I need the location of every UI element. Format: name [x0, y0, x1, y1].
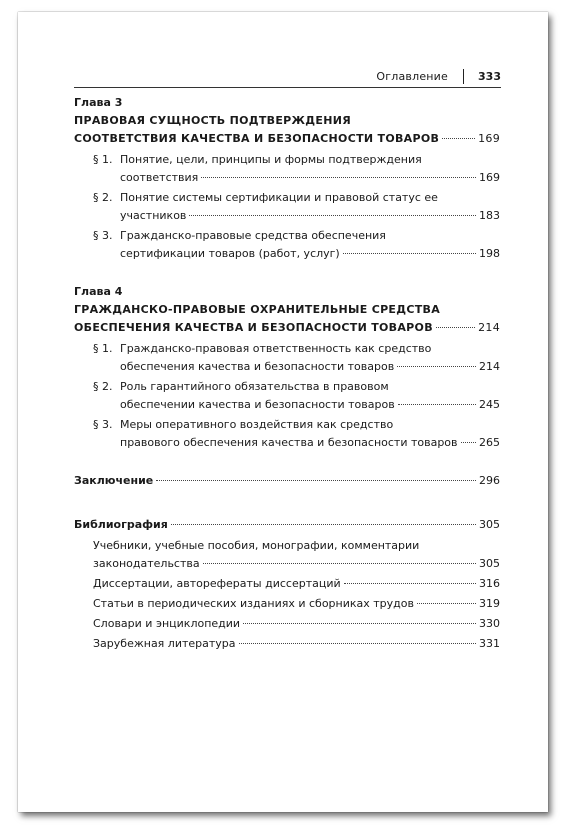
chapter-label: Глава 3 [74, 96, 123, 109]
section-page: 265 [479, 436, 500, 449]
bibliography-item [93, 575, 500, 593]
table-of-contents [74, 94, 500, 655]
section-list [93, 151, 500, 263]
dot-leader [397, 366, 476, 367]
section-title-line: Понятие, цели, принципы и формы подтверждения [120, 153, 422, 166]
toc-section [93, 340, 500, 376]
section-title-line: обеспечения качества и безопасности товаров [120, 360, 395, 373]
section-title-line: Понятие системы сертификации и правовой статус ее [120, 191, 438, 204]
bibliography-item-page: 331 [479, 637, 500, 650]
section-page: 245 [479, 398, 500, 411]
bibliography-item-line: Зарубежная литература [93, 637, 236, 650]
toc-section [93, 227, 500, 263]
dot-leader [156, 480, 476, 481]
section-list [93, 340, 500, 452]
bibliography-item [93, 595, 500, 613]
section-number: § 1. [93, 153, 113, 166]
chapter-title-line: ОБЕСПЕЧЕНИЯ КАЧЕСТВА И БЕЗОПАСНОСТИ ТОВАРОВ [74, 321, 433, 334]
section-page: 169 [479, 171, 500, 184]
dot-leader [344, 583, 476, 584]
chapter-page: 214 [478, 321, 500, 334]
chapter-title-line: ПРАВОВАЯ СУЩНОСТЬ ПОДТВЕРЖДЕНИЯ [74, 114, 351, 127]
chapter-page: 169 [478, 132, 500, 145]
section-number: § 2. [93, 380, 113, 393]
running-head-divider [463, 69, 464, 84]
section-title-line: Роль гарантийного обязательства в правовом [120, 380, 389, 393]
dot-leader [417, 603, 476, 604]
bibliography-item-line: законодательства [93, 557, 200, 570]
bibliography-item-line: Учебники, учебные пособия, монографии, комментарии [93, 539, 420, 552]
running-head [18, 68, 548, 86]
section-number: § 2. [93, 191, 113, 204]
toc-conclusion [74, 472, 500, 490]
dot-leader [461, 442, 476, 443]
chapter-title-line: СООТВЕТСТВИЯ КАЧЕСТВА И БЕЗОПАСНОСТИ ТОВАРОВ [74, 132, 440, 145]
dot-leader [171, 524, 476, 525]
chapter-label: Глава 4 [74, 285, 123, 298]
bibliography-item [93, 615, 500, 633]
section-page: 183 [479, 209, 500, 222]
dot-leader [398, 404, 476, 405]
bibliography-item-page: 330 [479, 617, 500, 630]
header-rule [74, 87, 501, 88]
section-title-line: правового обеспечения качества и безопасности товаров [120, 436, 458, 449]
toc-section [93, 151, 500, 187]
running-head-title: Оглавление [376, 70, 448, 83]
section-page: 198 [479, 247, 500, 260]
bibliography-items [93, 537, 500, 653]
section-title-line: Гражданско-правовые средства обеспечения [120, 229, 386, 242]
section-title-line: участников [120, 209, 187, 222]
page-number: 333 [478, 70, 501, 83]
bibliography-item [93, 635, 500, 653]
toc-section [93, 189, 500, 225]
bibliography-item-line: Диссертации, авторефераты диссертаций [93, 577, 341, 590]
chapter-4 [74, 283, 500, 452]
dot-leader [201, 177, 476, 178]
section-number: § 3. [93, 418, 113, 431]
toc-section [93, 378, 500, 414]
bibliography-title: Библиография [74, 518, 168, 531]
bibliography-item-line: Статьи в периодических изданиях и сборниках трудов [93, 597, 414, 610]
section-title-line: сертификации товаров (работ, услуг) [120, 247, 340, 260]
chapter-title-row [74, 130, 500, 148]
conclusion-title: Заключение [74, 474, 154, 487]
dot-leader [189, 215, 476, 216]
section-number: § 3. [93, 229, 113, 242]
bibliography-page: 305 [479, 518, 500, 531]
section-title-line: Гражданско-правовая ответственность как средство [120, 342, 432, 355]
chapter-title-line: ГРАЖДАНСКО-ПРАВОВЫЕ ОХРАНИТЕЛЬНЫЕ СРЕДСТВА [74, 303, 441, 316]
dot-leader [203, 563, 476, 564]
chapter-title-row [74, 319, 500, 337]
section-page: 214 [479, 360, 500, 373]
dot-leader [436, 327, 475, 328]
dot-leader [243, 623, 476, 624]
section-number: § 1. [93, 342, 113, 355]
conclusion-page: 296 [479, 474, 500, 487]
toc-section [93, 416, 500, 452]
toc-bibliography [74, 516, 500, 653]
section-title-line: обеспечении качества и безопасности товаров [120, 398, 395, 411]
bibliography-item-page: 316 [479, 577, 500, 590]
chapter-3 [74, 94, 500, 263]
dot-leader [343, 253, 476, 254]
dot-leader [442, 138, 475, 139]
bibliography-item-page: 319 [479, 597, 500, 610]
bibliography-item [93, 537, 500, 573]
dot-leader [239, 643, 476, 644]
section-title-line: соответствия [120, 171, 199, 184]
bibliography-item-line: Словари и энциклопедии [93, 617, 241, 630]
bibliography-item-page: 305 [479, 557, 500, 570]
book-page [18, 12, 548, 812]
bibliography-row [74, 516, 500, 534]
section-title-line: Меры оперативного воздействия как средство [120, 418, 394, 431]
